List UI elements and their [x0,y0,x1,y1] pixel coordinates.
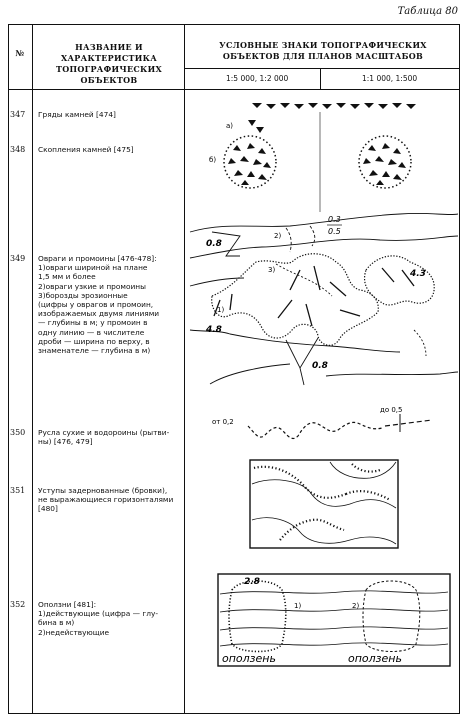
header-num: № [15,48,25,58]
depth-label: 2.8 [244,577,260,587]
row-number: 347 [10,110,26,119]
depth-label: 4.8 [206,325,222,335]
terrace-contour-icon [252,462,396,544]
row-number: 348 [10,145,26,154]
ravine-body-icon [212,254,435,346]
scale-right: 1:1 000, 1:500 [362,74,418,83]
landslide-contour-icon [220,591,448,646]
landslide-label: оползень [222,652,276,665]
landslide-label: оползень [348,652,402,665]
header-signs: УСЛОВНЫЕ ЗНАКИ ТОПОГРАФИЧЕСКИХ ОБЪЕКТОВ ДЛЯ ПЛАНОВ МАСШТАБОВ [219,40,427,61]
ravine-icon [190,213,458,385]
row-description: Уступы задернованные (бровки), не выражающиеся горизонталями [480] [38,486,174,514]
row-description: Гряды камней [474] [38,110,116,119]
row-description: Оползни [481]: 1)действующие (цифра — глу- бина в м) 2)недействующие [38,600,159,637]
row-number: 352 [10,600,26,609]
stone-ridge-icon [248,103,416,133]
width-label: до 0,5 [380,406,403,414]
gully-line-icon [385,420,432,426]
table-label: Таблица 80 [397,6,458,17]
row-description: Овраги и промоины [476-478]: 1)овраги шириной на плане 1,5 мм и более 2)овраги узкие и промоины 3)борозды эрозионные (цифры у оврагов и промоин, изображаемых двумя линиями — глубины в м; у промоин в одну линию — в числителе дроби — ширина по верху, в знаменателе — глубина в м) [38,254,160,356]
sign-label: 3) [268,266,276,274]
row-description: Скопления камней [475] [38,145,134,154]
row-number: 351 [10,486,26,495]
sign-label: 1) [294,602,302,610]
fraction-denominator: 0.5 [328,227,341,236]
sign-label: 1) [217,306,225,314]
fraction-numerator: 0.3 [328,215,341,224]
ravine-hatch-icon [214,266,414,326]
row-description: Русла сухие и водороины (рытви- ны) [476, 479] [38,428,170,447]
sign-label: 2) [274,232,282,240]
row-number: 350 [10,428,26,437]
sign-label: а) [226,122,234,130]
depth-label: 0.8 [206,239,222,249]
stone-cluster-icon [224,136,276,188]
escarpment-icon [254,464,390,540]
sign-label: б) [209,156,217,164]
sign-label: 2) [352,602,360,610]
row-number: 349 [10,254,26,263]
dry-channel-icon [248,422,382,438]
width-label: от 0,2 [212,418,234,426]
scale-left: 1:5 000, 1:2 000 [226,74,289,83]
depth-label: 0.8 [312,361,328,371]
stone-cluster-icon [359,136,411,188]
header-name: НАЗВАНИЕ И ХАРАКТЕРИСТИКА ТОПОГРАФИЧЕСКИХ ОБЪЕКТОВ [56,42,162,85]
depth-label: 4.3 [410,269,426,279]
